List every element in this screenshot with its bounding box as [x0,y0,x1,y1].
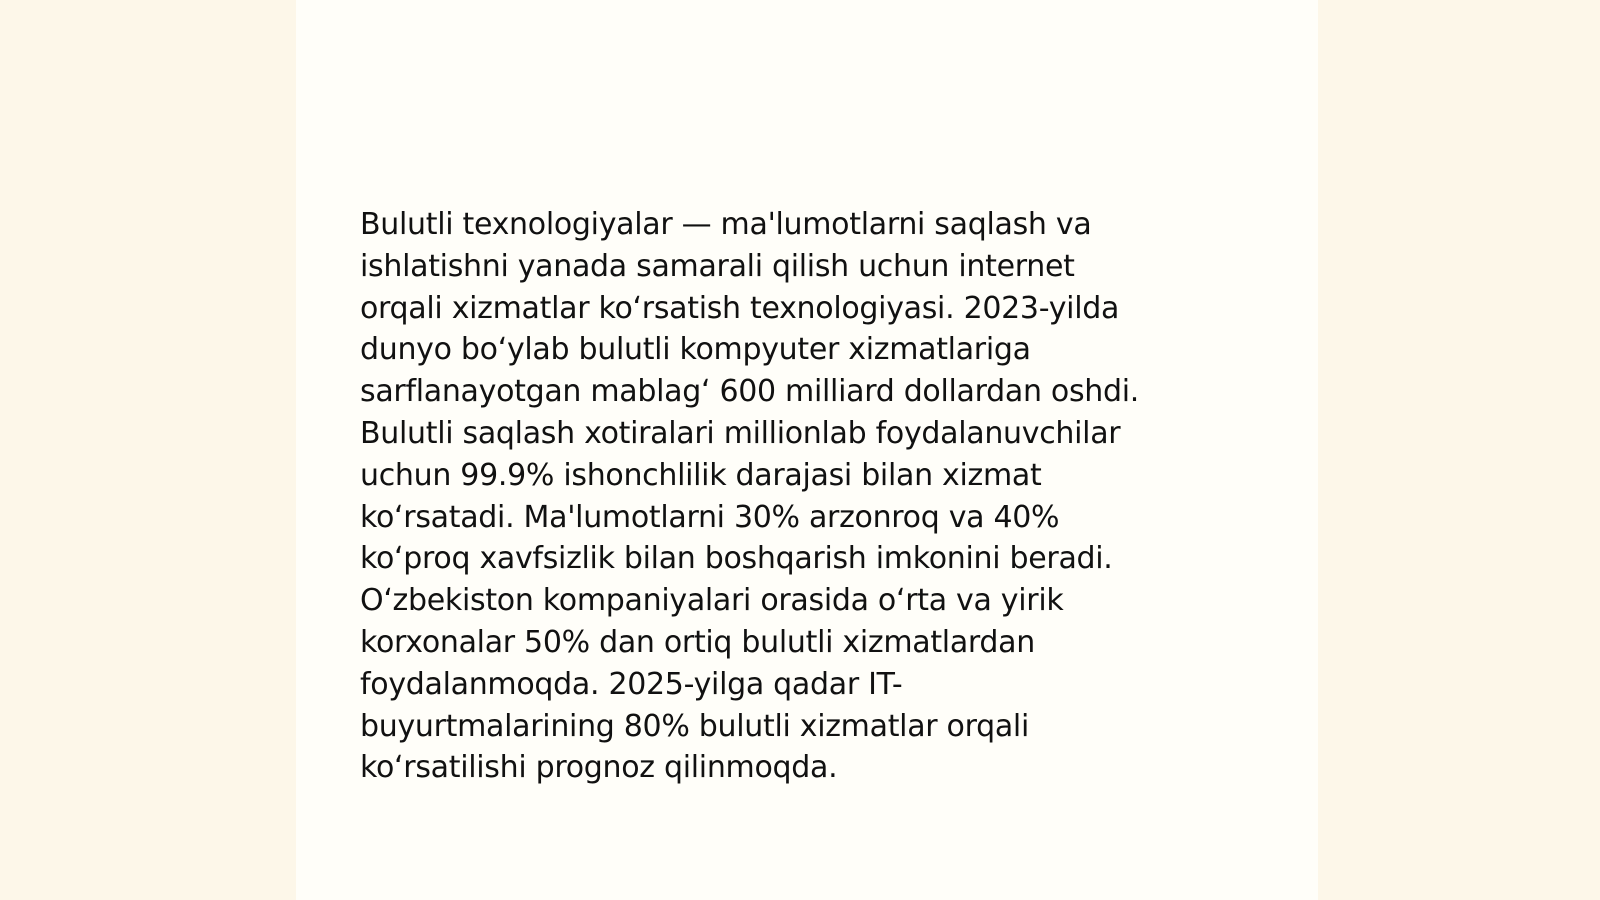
paragraph-line: buyurtmalarining 80% bulutli xizmatlar orqali [360,708,1030,744]
body-paragraph [360,204,1240,789]
paragraph-line: koʻproq xavfsizlik bilan boshqarish imkonini beradi. [360,541,1113,577]
paragraph-line: orqali xizmatlar koʻrsatish texnologiyasi. 2023-yilda [360,290,1120,326]
paragraph-line: uchun 99.9% ishonchlilik darajasi bilan xizmat [360,457,1042,493]
paragraph-line: ishlatishni yanada samarali qilish uchun internet [360,248,1075,284]
paragraph-line: koʻrsatilishi prognoz qilinmoqda. [360,750,838,786]
paragraph-line: koʻrsatadi. Ma'lumotlarni 30% arzonroq va 40% [360,499,1060,535]
paragraph-line: foydalanmoqda. 2025-yilga qadar IT- [360,666,903,702]
paragraph-line: korxonalar 50% dan ortiq bulutli xizmatlardan [360,624,1035,660]
paragraph-line: Oʻzbekiston kompaniyalari orasida oʻrta va yirik [360,583,1064,619]
document-page [296,0,1318,900]
paragraph-line: sarflanayotgan mablagʻ 600 milliard dollardan oshdi. [360,374,1140,410]
paragraph-line: Bulutli texnologiyalar — ma'lumotlarni saqlash va [360,207,1092,242]
paragraph-line: Bulutli saqlash xotiralari millionlab foydalanuvchilar [360,415,1121,451]
paragraph-line: dunyo boʻylab bulutli kompyuter xizmatlariga [360,332,1031,368]
